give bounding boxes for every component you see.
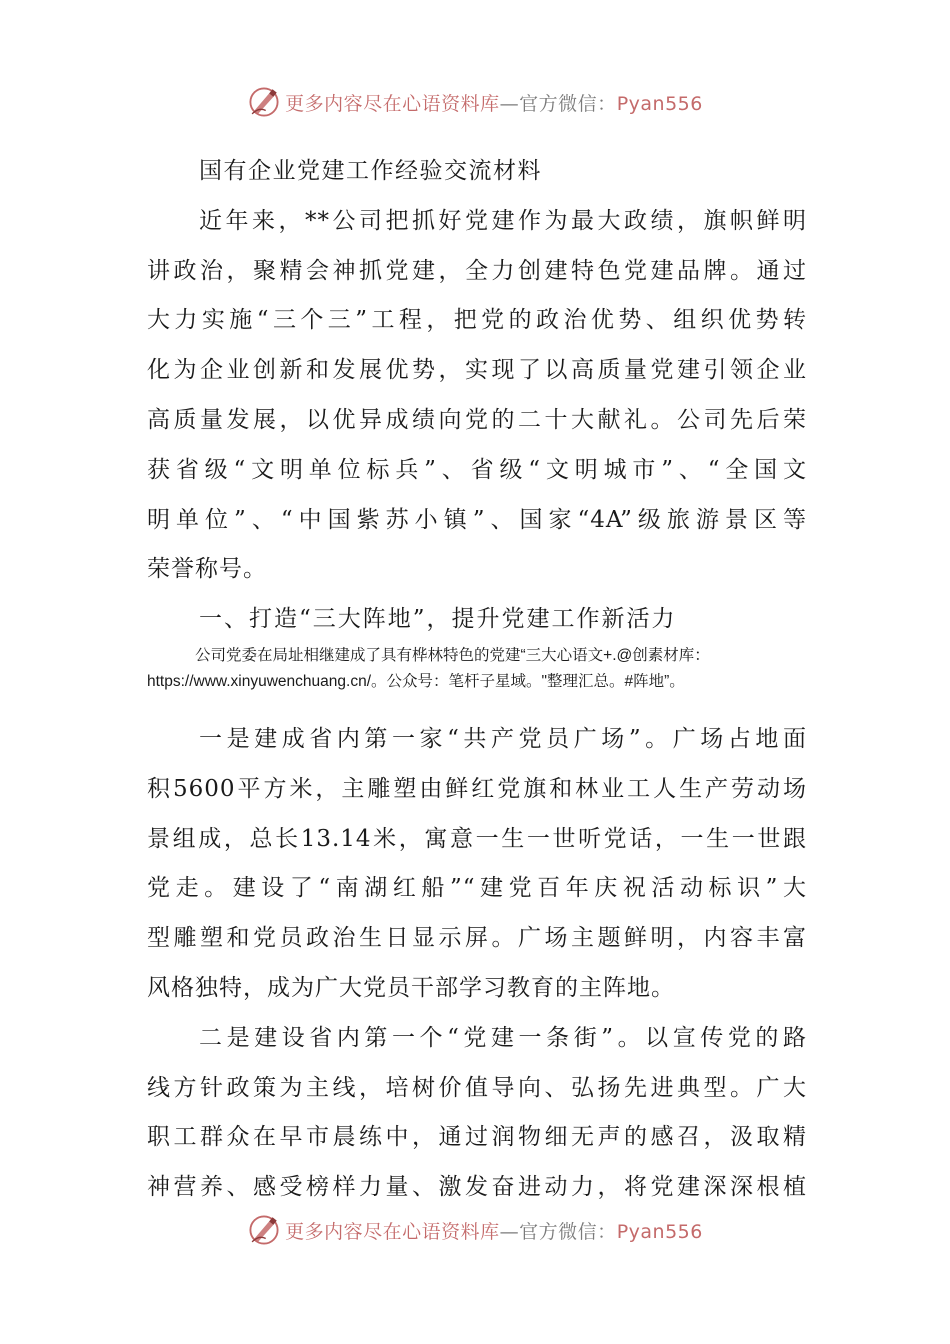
watermark-dash: —	[499, 1220, 520, 1243]
paragraph1-line: 荣誉称号。	[147, 556, 267, 583]
paragraph2-line: 景组成，总长13.14米，寓意一生一世听党话，一生一世跟	[147, 825, 807, 852]
watermark-text	[285, 89, 703, 116]
pen-logo-icon	[247, 1213, 281, 1247]
paragraph3-line: 二是建设省内第一个“党建一条街”。以宣传党的路	[199, 1024, 807, 1051]
paragraph1-line: 获省级“文明单位标兵”、省级“文明城市”、“全国文	[147, 456, 807, 483]
watermark-banner-bottom	[0, 1210, 950, 1250]
watermark-main: 更多内容尽在心语资料库	[285, 1220, 500, 1243]
watermark-label: 官方微信：	[519, 92, 617, 115]
watermark-id: Pyan556	[616, 1220, 703, 1243]
small-note-line: https://www.xinyuwenchuang.cn/。公众号：笔杆子星域。"整理汇总。#阵地”。	[147, 672, 685, 690]
watermark-label: 官方微信：	[519, 1220, 617, 1243]
paragraph1-line: 讲政治，聚精会神抓党建，全力创建特色党建品牌。通过	[147, 257, 807, 284]
paragraph1-line: 明单位”、“中国紫苏小镇”、国家“4A”级旅游景区等	[147, 506, 807, 533]
small-note-line: 公司党委在局址相继建成了具有桦林特色的党建“三大心语文+.@创素材库：	[195, 646, 710, 664]
paragraph3-line: 神营养、感受榜样力量、激发奋进动力，将党建深深根植	[147, 1174, 807, 1201]
watermark-text	[285, 1217, 703, 1244]
paragraph2-line: 积5600平方米，主雕塑由鲜红党旗和林业工人生产劳动场	[147, 775, 807, 802]
paragraph1-line: 近年来，**公司把抓好党建作为最大政绩，旗帜鲜明	[199, 207, 807, 234]
watermark-banner-top	[0, 82, 950, 122]
paragraph1-line: 化为企业创新和发展优势，实现了以高质量党建引领企业	[147, 357, 807, 384]
paragraph3-line: 职工群众在早市晨练中，通过润物细无声的感召，汲取精	[147, 1124, 807, 1151]
paragraph2-line: 风格独特，成为广大党员干部学习教育的主阵地。	[147, 974, 675, 1001]
paragraph1-line: 高质量发展，以优异成绩向党的二十大献礼。公司先后荣	[147, 406, 807, 433]
watermark-id: Pyan556	[616, 92, 703, 115]
paragraph3-line: 线方针政策为主线，培树价值导向、弘扬先进典型。广大	[147, 1074, 807, 1101]
paragraph2-line: 型雕塑和党员政治生日显示屏。广场主题鲜明，内容丰富	[147, 925, 807, 952]
document-title: 国有企业党建工作经验交流材料	[199, 158, 542, 184]
paragraph1-line: 大力实施“三个三”工程，把党的政治优势、组织优势转	[147, 307, 807, 334]
watermark-dash: —	[499, 92, 520, 115]
section1-heading: 一、打造“三大阵地”，提升党建工作新活力	[199, 606, 677, 633]
document-body	[147, 147, 807, 1213]
pen-logo-icon	[247, 85, 281, 119]
watermark-main: 更多内容尽在心语资料库	[285, 92, 500, 115]
paragraph2-line: 一是建成省内第一家“共产党员广场”。广场占地面	[199, 725, 807, 752]
paragraph2-line: 党走。建设了“南湖红船”“建党百年庆祝活动标识”大	[147, 875, 807, 902]
